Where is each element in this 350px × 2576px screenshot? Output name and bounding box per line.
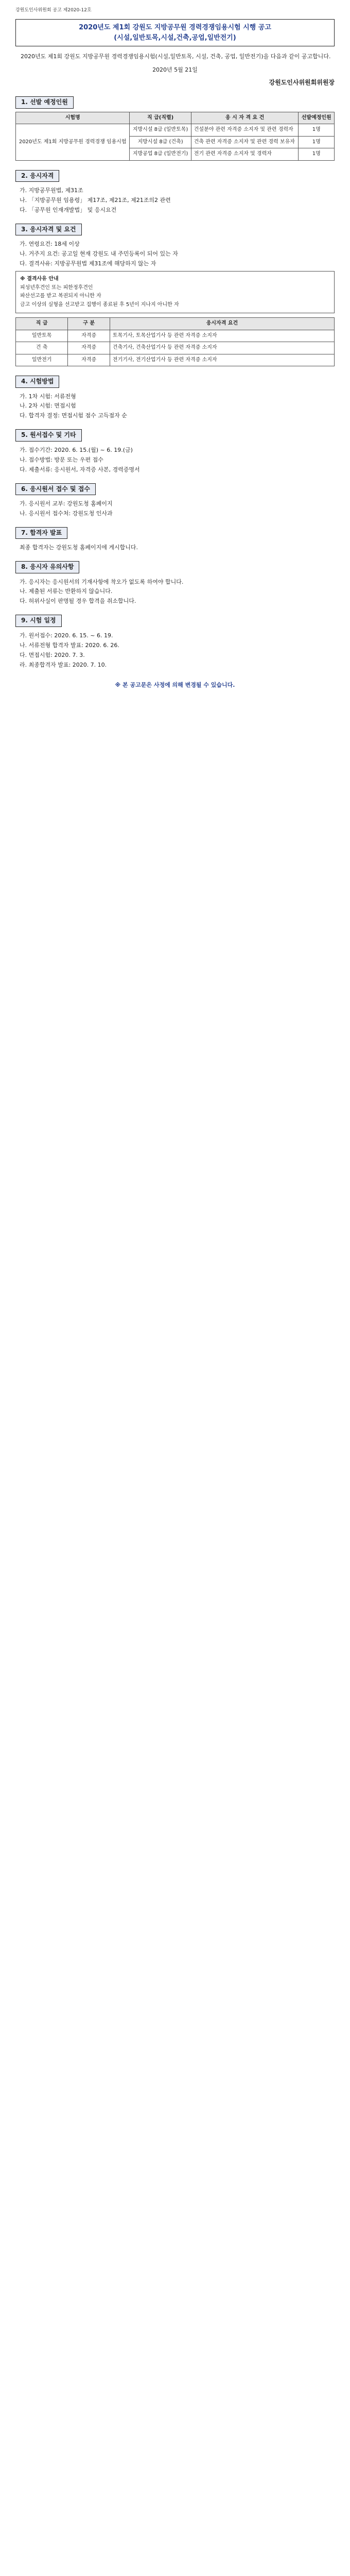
list-item: 라. 최종합격자 발표: 2020. 7. 10. [20,661,107,668]
section-1 [15,96,335,160]
col-header: 응 시 자 격 요 건 [191,112,299,124]
recruitment-table [15,112,335,161]
col-header: 시험명 [16,112,130,124]
cell-requirement: 건설분야 관련 자격증 소지자 및 관련 경력자 [191,124,299,137]
cell-count: 1명 [299,148,335,161]
cell-requirement: 전기 관련 자격증 소지자 및 경력자 [191,148,299,161]
section-4-heading: 4. 시험방법 [15,376,59,387]
section-7-heading: 7. 합격자 발표 [15,527,67,539]
section-2-heading: 2. 응시자격 [15,170,59,182]
list-item: 가. 원서접수: 2020. 6. 15. ~ 6. 19. [20,632,113,639]
cell-rank: 일반전기 [16,354,68,366]
list-item: 가. 연령요건: 18세 이상 [20,241,80,248]
notice-number: 강원도인사위원회 공고 제2020-12호 [15,8,92,13]
section-3 [15,224,335,366]
col-header: 직 급 [16,318,68,330]
list-item: 나. 「지방공무원 임용령」 제17조, 제21조, 제21조의2 관련 [20,197,171,204]
list-item: 나. 응시원서 접수처: 강원도청 인사과 [20,510,113,517]
list-item: 나. 제출된 서류는 반환하지 않습니다. [20,588,113,595]
cell-division: 자격증 [68,354,110,366]
note-title: ※ 결격사유 안내 [20,276,59,282]
notice-date: 2020년 5월 21일 [152,66,198,73]
list-item: 가. 응시원서 교부: 강원도청 홈페이지 [20,500,113,507]
section-8 [15,561,335,605]
cell-rank: 지방시설 8급 (건축) [130,136,191,148]
list-item: 가. 지방공무원법, 제31조 [20,187,83,194]
issuing-organization: 강원도인사위원회위원장 [269,78,335,86]
cell-count: 1명 [299,124,335,137]
list-item: 나. 거주지 요건: 공고일 현재 강원도 내 주민등록이 되어 있는 자 [20,250,178,258]
list-item: 가. 응시자는 응시원서의 기재사항에 착오가 없도록 하여야 합니다. [20,578,184,585]
table-row [16,124,335,137]
table-row [16,342,335,354]
note-line: 금고 이상의 실형을 선고받고 집행이 종료된 후 5년이 지나지 아니한 자 [20,301,179,308]
section-3-heading: 3. 응시자격 및 요건 [15,224,82,235]
cell-count: 1명 [299,136,335,148]
section-8-heading: 8. 응시자 유의사항 [15,561,79,573]
section-4 [15,376,335,420]
cell-rank: 일반토목 [16,330,68,342]
cell-requirement: 건축기사, 건축산업기사 등 관련 자격증 소지자 [110,342,334,354]
note-line: 피성년후견인 또는 피한정후견인 [20,284,93,291]
result-announcement-text: 최종 합격자는 강원도청 홈페이지에 게시합니다. [20,544,138,551]
section-5 [15,429,335,473]
section-1-heading: 1. 선발 예정인원 [15,96,74,108]
cell-exam-name: 2020년도 제1회 지방공무원 경력경쟁 임용시험 [16,124,130,161]
notice-subtitle: (시설,일반토목,시설,건축,공업,일반전기) [114,33,236,42]
cell-rank: 건 축 [16,342,68,354]
col-header: 응시자격 요건 [110,318,334,330]
section-7 [15,527,335,552]
list-item: 다. 결격사유: 지방공무원법 제31조에 해당하지 않는 자 [20,260,156,267]
cell-division: 자격증 [68,342,110,354]
intro-text: 2020년도 제1회 강원도 지방공무원 경력경쟁임용시험(시설,일반토목, 시설, 건축, 공업, 일반전기)을 다음과 같이 공고합니다. [21,53,331,60]
section-6 [15,483,335,518]
list-item: 나. 서류전형 합격자 발표: 2020. 6. 26. [20,641,119,649]
notice-title-box [15,19,335,46]
list-item: 다. 「공무원 인재개발법」 및 응시요건 [20,206,117,213]
list-item: 나. 2차 시험: 면접시험 [20,402,76,410]
note-line: 파산선고를 받고 복권되지 아니한 자 [20,293,101,299]
section-2 [15,170,335,214]
cell-requirement: 토목기사, 토목산업기사 등 관련 자격증 소지자 [110,330,334,342]
list-item: 다. 면접시험: 2020. 7. 3. [20,651,85,658]
list-item: 다. 합격자 결정: 면접시험 점수 고득점자 순 [20,412,127,419]
footer-note: ※ 본 공고문은 사정에 의해 변경될 수 있습니다. [115,682,235,689]
table-row [16,330,335,342]
cell-requirement: 전기기사, 전기산업기사 등 관련 자격증 소지자 [110,354,334,366]
section-6-heading: 6. 응시원서 접수 및 접수 [15,483,96,495]
list-item: 나. 접수방법: 방문 또는 우편 접수 [20,456,103,463]
disqualification-note [15,271,335,313]
cell-rank: 지방공업 8급 (일반전기) [130,148,191,161]
qualification-table [15,317,335,366]
cell-rank: 지방시설 8급 (일반토목) [130,124,191,137]
section-5-heading: 5. 원서접수 및 기타 [15,429,82,441]
col-header: 직 급(직렬) [130,112,191,124]
cell-requirement: 건축 관련 자격증 소지자 및 관련 경력 보유자 [191,136,299,148]
section-9 [15,615,335,669]
list-item: 다. 허위사실이 판명될 경우 합격을 취소합니다. [20,598,136,605]
col-header: 구 분 [68,318,110,330]
list-item: 가. 접수기간: 2020. 6. 15.(월) ~ 6. 19.(금) [20,446,133,453]
cell-division: 자격증 [68,330,110,342]
list-item: 가. 1차 시험: 서류전형 [20,393,76,400]
list-item: 다. 제출서류: 응시원서, 자격증 사본, 경력증명서 [20,466,140,473]
notice-title: 2020년도 제1회 강원도 지방공무원 경력경쟁임용시험 시행 공고 [79,24,271,32]
section-9-heading: 9. 시험 일정 [15,615,62,626]
col-header: 선발예정인원 [299,112,335,124]
table-row [16,354,335,366]
